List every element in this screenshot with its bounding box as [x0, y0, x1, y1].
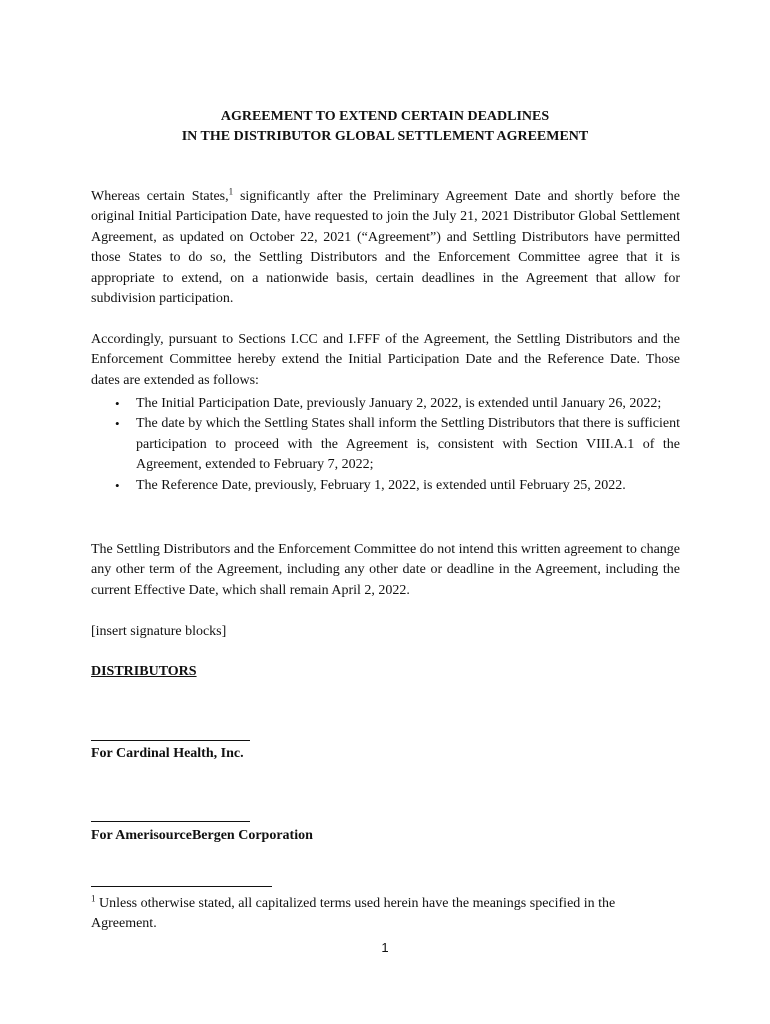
list-item: [91, 414, 680, 475]
signatory-amerisourcebergen: For AmerisourceBergen Corporation: [91, 828, 313, 843]
document-title-line-1: AGREEMENT TO EXTEND CERTAIN DEADLINES: [220, 109, 550, 124]
list-item-text: The Initial Participation Date, previously January 2, 2022, is extended until January 26, 2022;: [136, 396, 662, 411]
list-item: [91, 394, 680, 414]
footnote-divider: [91, 886, 272, 887]
bullet-icon: •: [115, 416, 120, 432]
no-change-paragraph: The Settling Distributors and the Enforcement Committee do not intend this written agreement to change any other term of the Agreement, including any other date or deadline in the Agreement, including the current Effective Date, which shall remain April 2, 2022.: [91, 542, 680, 598]
list-item-text: The Reference Date, previously, February 1, 2022, is extended until February 25, 2022.: [136, 477, 626, 493]
list-item-text: The date by which the Settling States shall inform the Settling Distributors that there is sufficient participation to proceed with the Agreement is, consistent with Section VIII.A.1 of the Agreement, extended to February 7, 2022;: [136, 416, 680, 473]
page-number: 1: [381, 940, 389, 955]
signatory-cardinal-health: For Cardinal Health, Inc.: [91, 746, 244, 761]
bullet-icon: •: [115, 396, 120, 411]
footnote-marker: 1: [91, 893, 96, 904]
whereas-paragraph: [91, 187, 680, 309]
whereas-text-rest: significantly after the Preliminary Agreement Date and shortly before the original Initial Participation Date, have requested to join the July 21, 2021 Distributor Global Settlement Agreement, as updated on October 22, 2021 (“Agreement”) and Settling Distributors have permitted those States to do so, the Settling Distributors and the Enforcement Committee agree that it is appropriate to extend, on a nationwide basis, certain deadlines in the Agreement that allow for subdivision participation.: [91, 189, 680, 307]
list-item: [91, 476, 680, 496]
signature-line: [91, 821, 250, 822]
document-title-line-2: IN THE DISTRIBUTOR GLOBAL SETTLEMENT AGREEMENT: [181, 129, 589, 144]
footnote-text: Unless otherwise stated, all capitalized terms used herein have the meanings specified in the Agreement.: [91, 896, 616, 931]
distributors-heading: DISTRIBUTORS: [91, 664, 197, 679]
extension-list: [91, 394, 680, 496]
whereas-text-start: Whereas certain States,: [91, 189, 229, 204]
bullet-icon: •: [115, 477, 120, 493]
signature-line: [91, 740, 250, 741]
footnote: [91, 894, 680, 934]
accordingly-paragraph: Accordingly, pursuant to Sections I.CC and I.FFF of the Agreement, the Settling Distributors and the Enforcement Committee hereby extend the Initial Participation Date and the Reference Date. Those dates are extended as follows:: [91, 332, 680, 388]
footnote-reference: 1: [228, 186, 234, 197]
signature-placeholder: [insert signature blocks]: [91, 624, 227, 639]
